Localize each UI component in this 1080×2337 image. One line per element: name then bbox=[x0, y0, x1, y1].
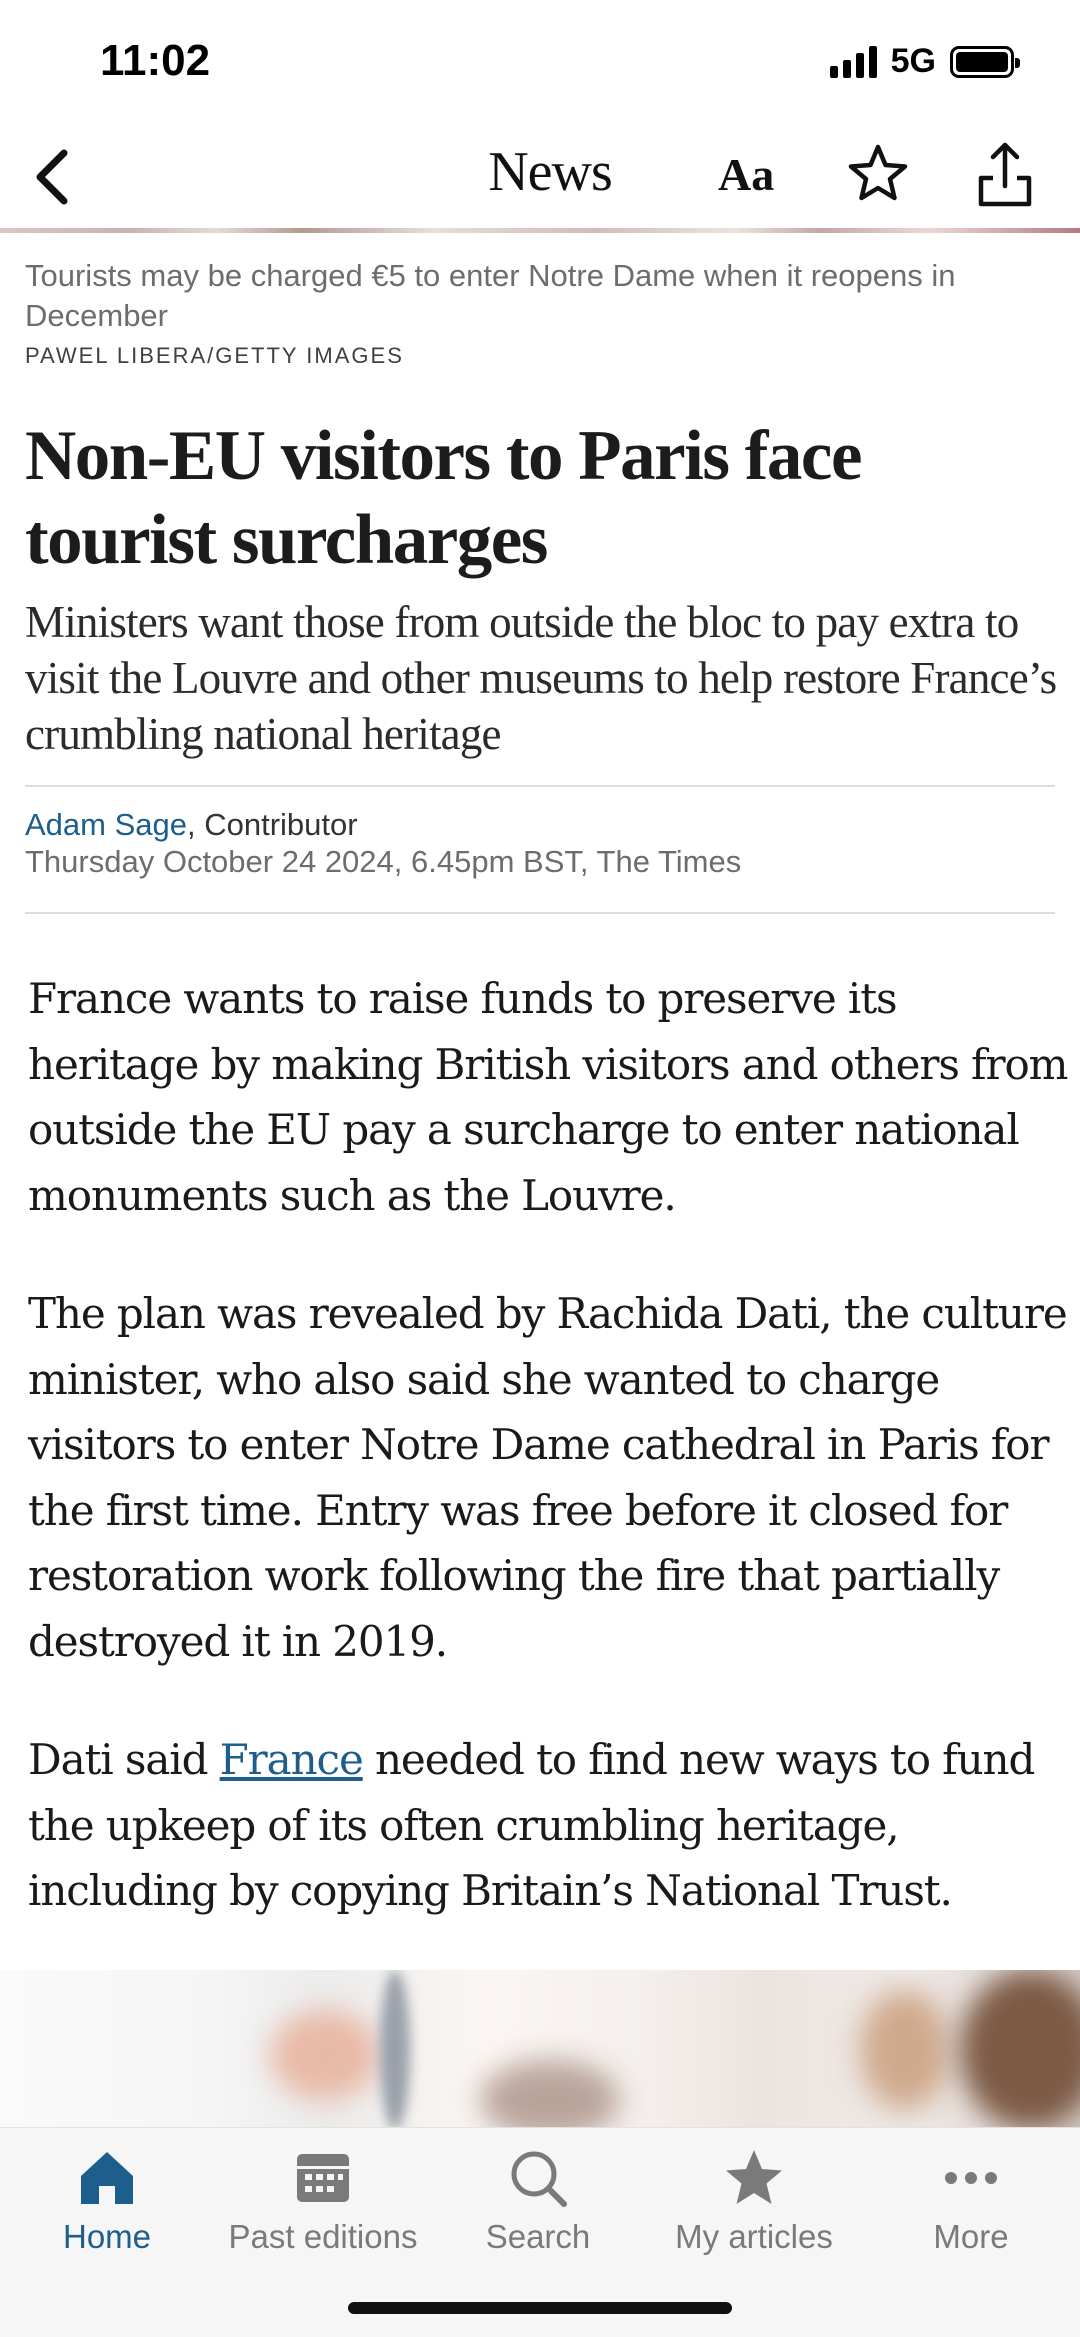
image-caption: Tourists may be charged €5 to enter Notre Dame when it reopens in December bbox=[25, 258, 956, 333]
home-indicator bbox=[348, 2302, 732, 2314]
nav-title-text: News bbox=[488, 141, 612, 203]
tab-home[interactable] bbox=[7, 2138, 207, 2278]
tab-search[interactable] bbox=[438, 2138, 638, 2278]
battery-icon bbox=[950, 46, 1014, 78]
share-icon bbox=[975, 140, 1035, 210]
byline bbox=[25, 806, 358, 844]
status-bar bbox=[0, 0, 1080, 120]
paragraph: The plan was revealed by Rachida Dati, the culture minister, who also said she wanted to charge visitors to enter Notre Dame cathedral in Paris for the first time. Entry was free before it closed for restoration work following the fire that partially destroyed it in 2019. bbox=[28, 1289, 1067, 1666]
image-detail bbox=[860, 1990, 950, 2110]
article-standfirst: Ministers want those from outside the bloc to pay extra to visit the Louvre and other museums to help restore France’s crumbling national heritage bbox=[25, 597, 1057, 759]
text-size-button[interactable]: Aa bbox=[718, 149, 775, 200]
paragraph-text: needed to find new ways to fund the upkeep of its often crumbling heritage, including by copying Britain’s National Trust. bbox=[28, 1735, 1035, 1915]
bookmark-button[interactable] bbox=[846, 142, 910, 206]
divider bbox=[25, 785, 1055, 787]
tab-my-articles[interactable] bbox=[654, 2138, 854, 2278]
nav-title bbox=[0, 140, 1080, 204]
dateline: Thursday October 24 2024, 6.45pm BST, The Times bbox=[25, 844, 742, 879]
status-indicators bbox=[830, 42, 1014, 81]
lead-image-edge bbox=[0, 228, 1080, 233]
nav-bar bbox=[0, 120, 1080, 230]
image-credit: PAWEL LIBERA/GETTY IMAGES bbox=[25, 343, 404, 368]
star-icon bbox=[722, 2146, 786, 2210]
tab-label: Past editions bbox=[228, 2218, 418, 2255]
tab-past-editions[interactable] bbox=[223, 2138, 423, 2278]
divider bbox=[25, 912, 1055, 914]
article-headline: Non-EU visitors to Paris face tourist surcharges bbox=[25, 417, 861, 579]
home-icon bbox=[75, 2146, 139, 2210]
more-icon bbox=[939, 2146, 1003, 2210]
tab-label: My articles bbox=[675, 2218, 833, 2255]
network-label: 5G bbox=[890, 42, 936, 80]
status-time: 11:02 bbox=[100, 36, 211, 85]
article-image[interactable] bbox=[0, 1970, 1080, 2130]
image-detail bbox=[270, 2010, 380, 2100]
article-body bbox=[28, 966, 1068, 1977]
france-topic-link[interactable]: France bbox=[219, 1735, 363, 1784]
paragraph: France wants to raise funds to preserve its heritage by making British visitors and others from outside the EU pay a surcharge to enter national monuments such as the Louvre. bbox=[28, 974, 1068, 1220]
tab-label: Home bbox=[62, 2218, 152, 2255]
tab-more[interactable] bbox=[871, 2138, 1071, 2278]
paragraph bbox=[28, 1727, 1068, 1924]
share-button[interactable] bbox=[975, 140, 1035, 210]
image-detail bbox=[380, 1970, 410, 2130]
author-link[interactable]: Adam Sage bbox=[25, 807, 187, 842]
author-role: , Contributor bbox=[187, 807, 358, 842]
calendar-icon bbox=[291, 2146, 355, 2210]
search-icon bbox=[506, 2146, 570, 2210]
image-detail bbox=[480, 2060, 620, 2130]
tab-label: Search bbox=[485, 2218, 591, 2255]
star-icon bbox=[846, 142, 910, 206]
tab-label: More bbox=[933, 2218, 1009, 2255]
signal-icon bbox=[830, 46, 877, 78]
paragraph-text: Dati said bbox=[28, 1735, 220, 1784]
image-detail bbox=[960, 1970, 1080, 2130]
